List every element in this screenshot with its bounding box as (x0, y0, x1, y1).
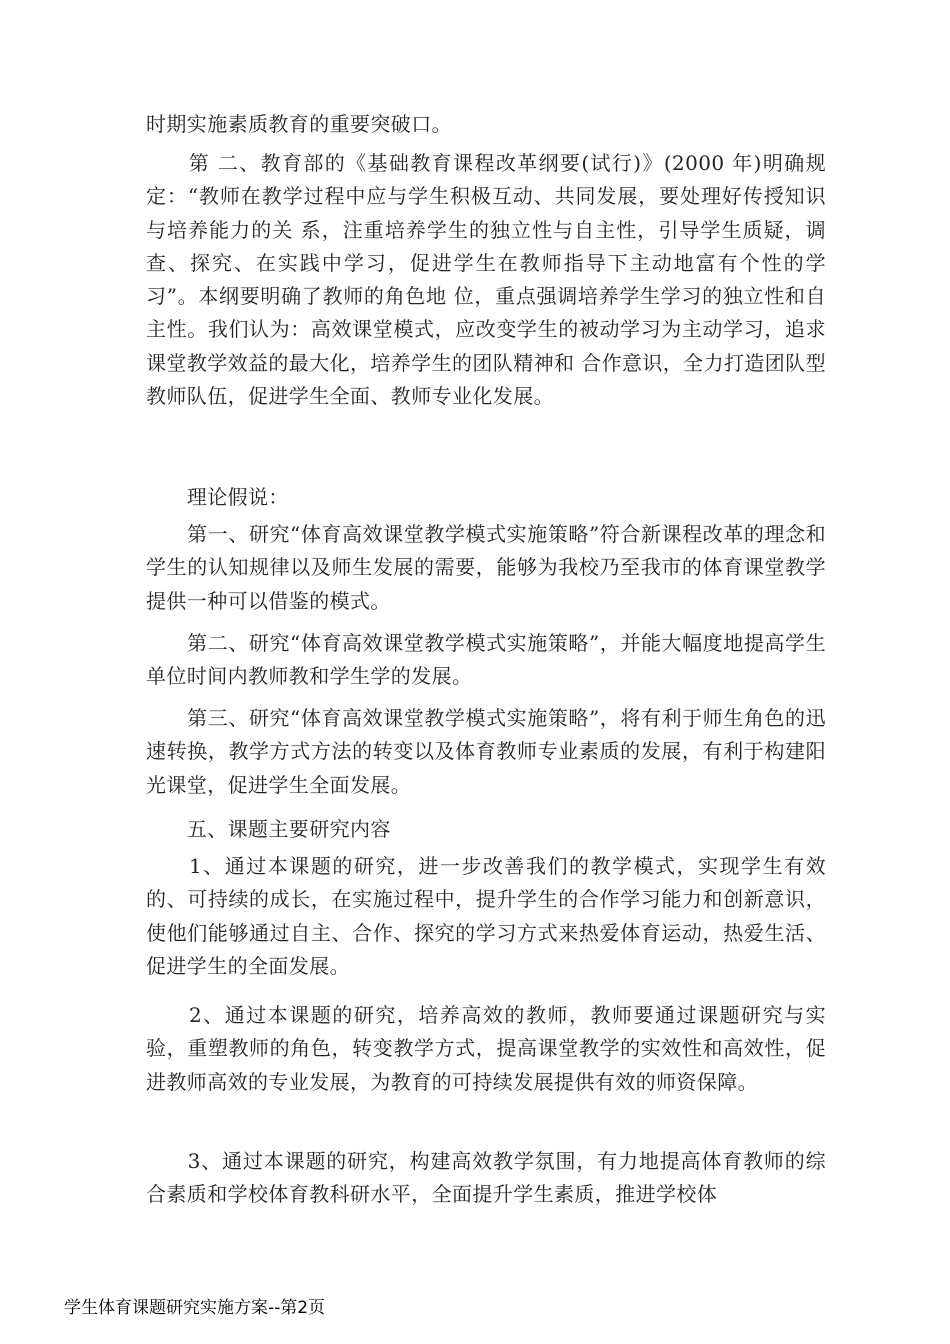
paragraph: 第二、研究“体育高效课堂教学模式实施策略”，并能大幅度地提高学生单位时间内教师教和学生学的发展。 (146, 631, 826, 689)
paragraph: 理论假说： (146, 485, 289, 509)
paragraph: 第 二、教育部的《基础教育课程改革纲要(试行)》(2000 年)明确规定：“教师在教学过程中应与学生积极互动、共同发展，要处理好传授知识与培养能力的关 系，注重培养学生的独立性与自主性，引导学生质疑，调查、探究、在实践中学习，促进学生在教师指导下主动地富有个性的学习”。本纲要明确了教师的角色地 位，重点强调培养学生学习的独立性和自主性。我们认为：高效课堂模式，应改变学生的被动学习为主动学习，追求课堂教学效益的最大化，培养学生的团队精神和 合作意识，全力打造团队型教师队伍，促进学生全面、教师专业化发展。 (146, 151, 826, 409)
section-heading: 五、课题主要研究内容 (146, 817, 391, 841)
paragraph: 第一、研究“体育高效课堂教学模式实施策略”符合新课程改革的理念和学生的认知规律以及师生发展的需要，能够为我校乃至我市的体育课堂教学提供一种可以借鉴的模式。 (146, 522, 826, 613)
paragraph: 时期实施素质教育的重要突破口。 (146, 112, 452, 136)
page-footer: 学生体育课题研究实施方案--第2页 (64, 1298, 326, 1318)
paragraph: 第三、研究“体育高效课堂教学模式实施策略”，将有利于师生角色的迅速转换，教学方式方法的转变以及体育教师专业素质的发展，有利于构建阳光课堂，促进学生全面发展。 (146, 706, 826, 797)
paragraph: 1、通过本课题的研究，进一步改善我们的教学模式，实现学生有效的、可持续的成长，在实施过程中，提升学生的合作学习能力和创新意识，使他们能够通过自主、合作、探究的学习方式来热爱体育运动，热爱生活、促进学生的全面发展。 (146, 854, 826, 978)
paragraph: 2、通过本课题的研究，培养高效的教师，教师要通过课题研究与实验，重塑教师的角色，转变教学方式，提高课堂教学的实效性和高效性，促进教师高效的专业发展，为教育的可持续发展提供有效的师资保障。 (146, 1003, 826, 1094)
paragraph: 3、通过本课题的研究，构建高效教学氛围，有力地提高体育教师的综合素质和学校体育教科研水平，全面提升学生素质，推进学校体 (146, 1149, 826, 1207)
